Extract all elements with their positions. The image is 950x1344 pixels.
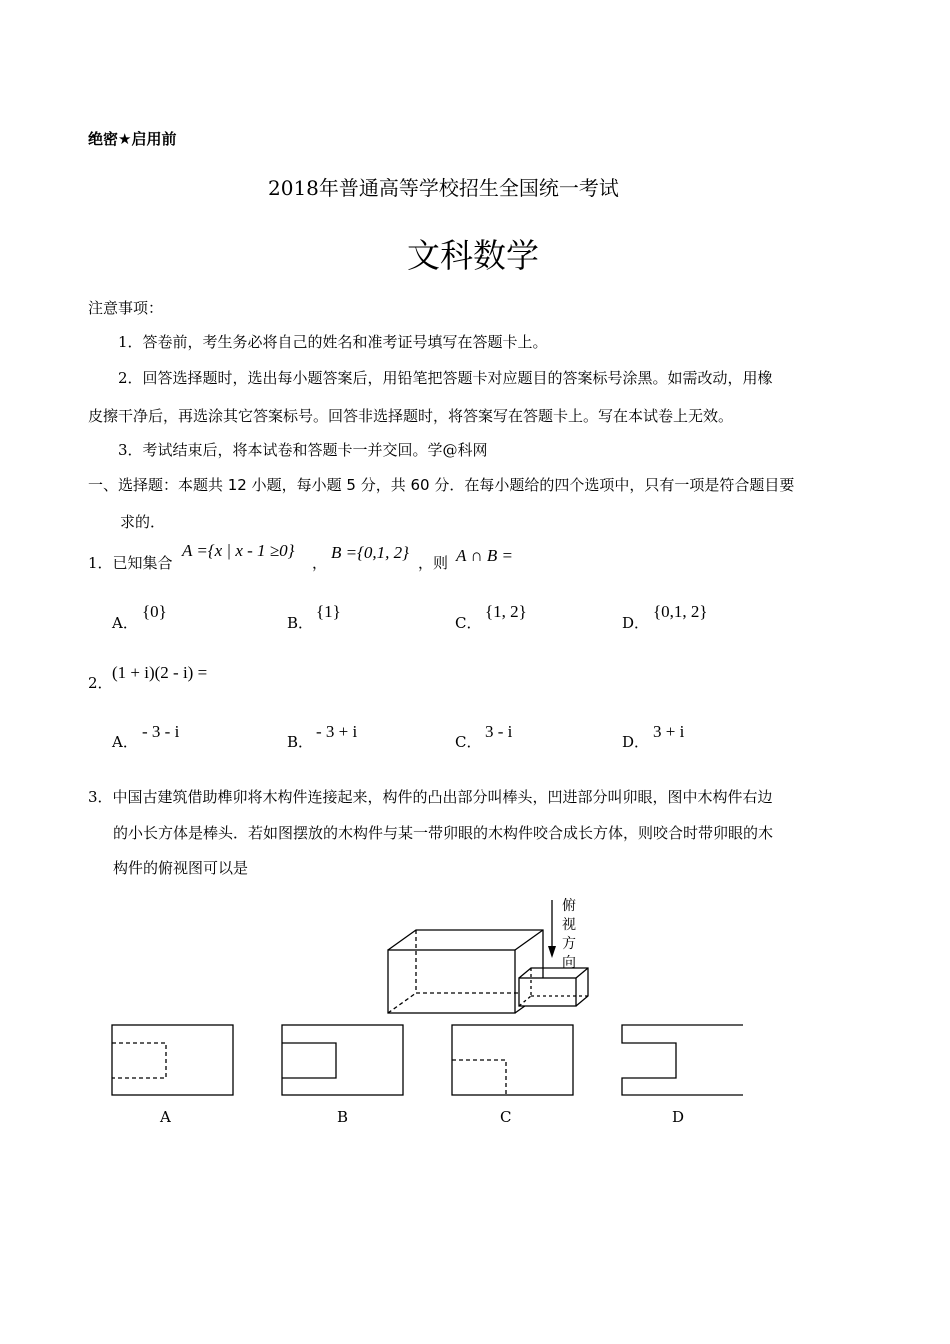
section-1-line-1: 一、选择题：本题共 12 小题，每小题 5 分，共 60 分．在每小题给的四个选项中，只有一项是符合题目要 bbox=[88, 476, 795, 494]
q2-option-b-value: - 3 + i bbox=[316, 722, 358, 741]
section-1-line-2: 求的． bbox=[120, 513, 166, 531]
notice-item-2-line-1: 2．回答选择题时，选出每小题答案后，用铅笔把答题卡对应题目的答案标号涂黑。如需改动，用橡 bbox=[118, 369, 773, 387]
q2-option-d-letter[interactable]: D． bbox=[622, 733, 650, 751]
notice-item-2-line-2: 皮擦干净后，再选涂其它答案标号。回答非选择题时，将答案写在答题卡上。写在本试卷上无效。 bbox=[88, 407, 734, 425]
q1-stem: 1．已知集合 bbox=[88, 554, 173, 572]
q2-option-a-letter[interactable]: A． bbox=[112, 733, 138, 751]
notice-heading: 注意事项： bbox=[88, 299, 164, 317]
q1-tail: ，则 bbox=[418, 554, 449, 572]
q1-option-c-value: {1, 2} bbox=[485, 602, 527, 621]
q2-option-a-value: - 3 - i bbox=[142, 722, 180, 741]
q1-separator: ， bbox=[312, 554, 328, 572]
q1-option-a-letter[interactable]: A． bbox=[112, 614, 138, 632]
secret-label: 绝密★启用前 bbox=[88, 130, 177, 148]
q2-option-b-letter[interactable]: B． bbox=[287, 733, 314, 751]
q2-option-d-value: 3 + i bbox=[653, 722, 685, 741]
figure-label-a: A bbox=[160, 1108, 171, 1126]
top-view-option-d bbox=[622, 1025, 743, 1095]
q1-option-a-value: {0} bbox=[142, 602, 167, 621]
subject-title: 文科数学 bbox=[407, 236, 539, 275]
top-view-option-c bbox=[452, 1025, 573, 1095]
q1-set-a: A ={x | x - 1 ≥0} bbox=[182, 541, 295, 560]
arrow-head-icon bbox=[548, 946, 556, 958]
q1-expression: A ∩ B = bbox=[456, 546, 513, 565]
direction-char-2: 视 bbox=[562, 917, 576, 933]
top-view-option-b bbox=[282, 1025, 403, 1095]
q2-number: 2． bbox=[88, 674, 113, 692]
direction-char-1: 俯 bbox=[562, 898, 576, 914]
q2-expression: (1 + i)(2 - i) = bbox=[112, 663, 208, 682]
q1-option-d-value: {0,1, 2} bbox=[653, 602, 708, 621]
q2-option-c-value: 3 - i bbox=[485, 722, 513, 741]
q1-option-c-letter[interactable]: C． bbox=[455, 614, 482, 632]
direction-char-3: 方 bbox=[562, 936, 576, 952]
figure-label-b: B bbox=[337, 1108, 349, 1126]
q1-option-b-value: {1} bbox=[316, 602, 341, 621]
q3-figure bbox=[0, 880, 950, 1140]
notice-item-1: 1．答卷前，考生务必将自己的姓名和准考证号填写在答题卡上。 bbox=[118, 333, 548, 351]
q3-line-1: 3．中国古建筑借助榫卯将木构件连接起来，构件的凸出部分叫棒头，凹进部分叫卯眼，图中木构件右边 bbox=[88, 788, 773, 806]
q3-line-2: 的小长方体是棒头．若如图摆放的木构件与某一带卯眼的木构件咬合成长方体，则咬合时带卯眼的木 bbox=[113, 824, 774, 842]
exam-title: 2018年普通高等学校招生全国统一考试 bbox=[268, 176, 619, 200]
q1-option-b-letter[interactable]: B． bbox=[287, 614, 314, 632]
q1-set-b: B ={0,1, 2} bbox=[331, 543, 409, 562]
q2-option-c-letter[interactable]: C． bbox=[455, 733, 482, 751]
direction-char-4: 向 bbox=[562, 955, 576, 971]
figure-label-c: C bbox=[500, 1108, 512, 1126]
q1-option-d-letter[interactable]: D． bbox=[622, 614, 650, 632]
notice-item-3: 3．考试结束后，将本试卷和答题卡一并交回。学@科网 bbox=[118, 441, 488, 459]
q3-line-3: 构件的俯视图可以是 bbox=[113, 859, 249, 877]
tenon-box bbox=[519, 968, 588, 1006]
figure-label-d: D bbox=[672, 1108, 685, 1126]
top-view-option-a bbox=[112, 1025, 233, 1095]
